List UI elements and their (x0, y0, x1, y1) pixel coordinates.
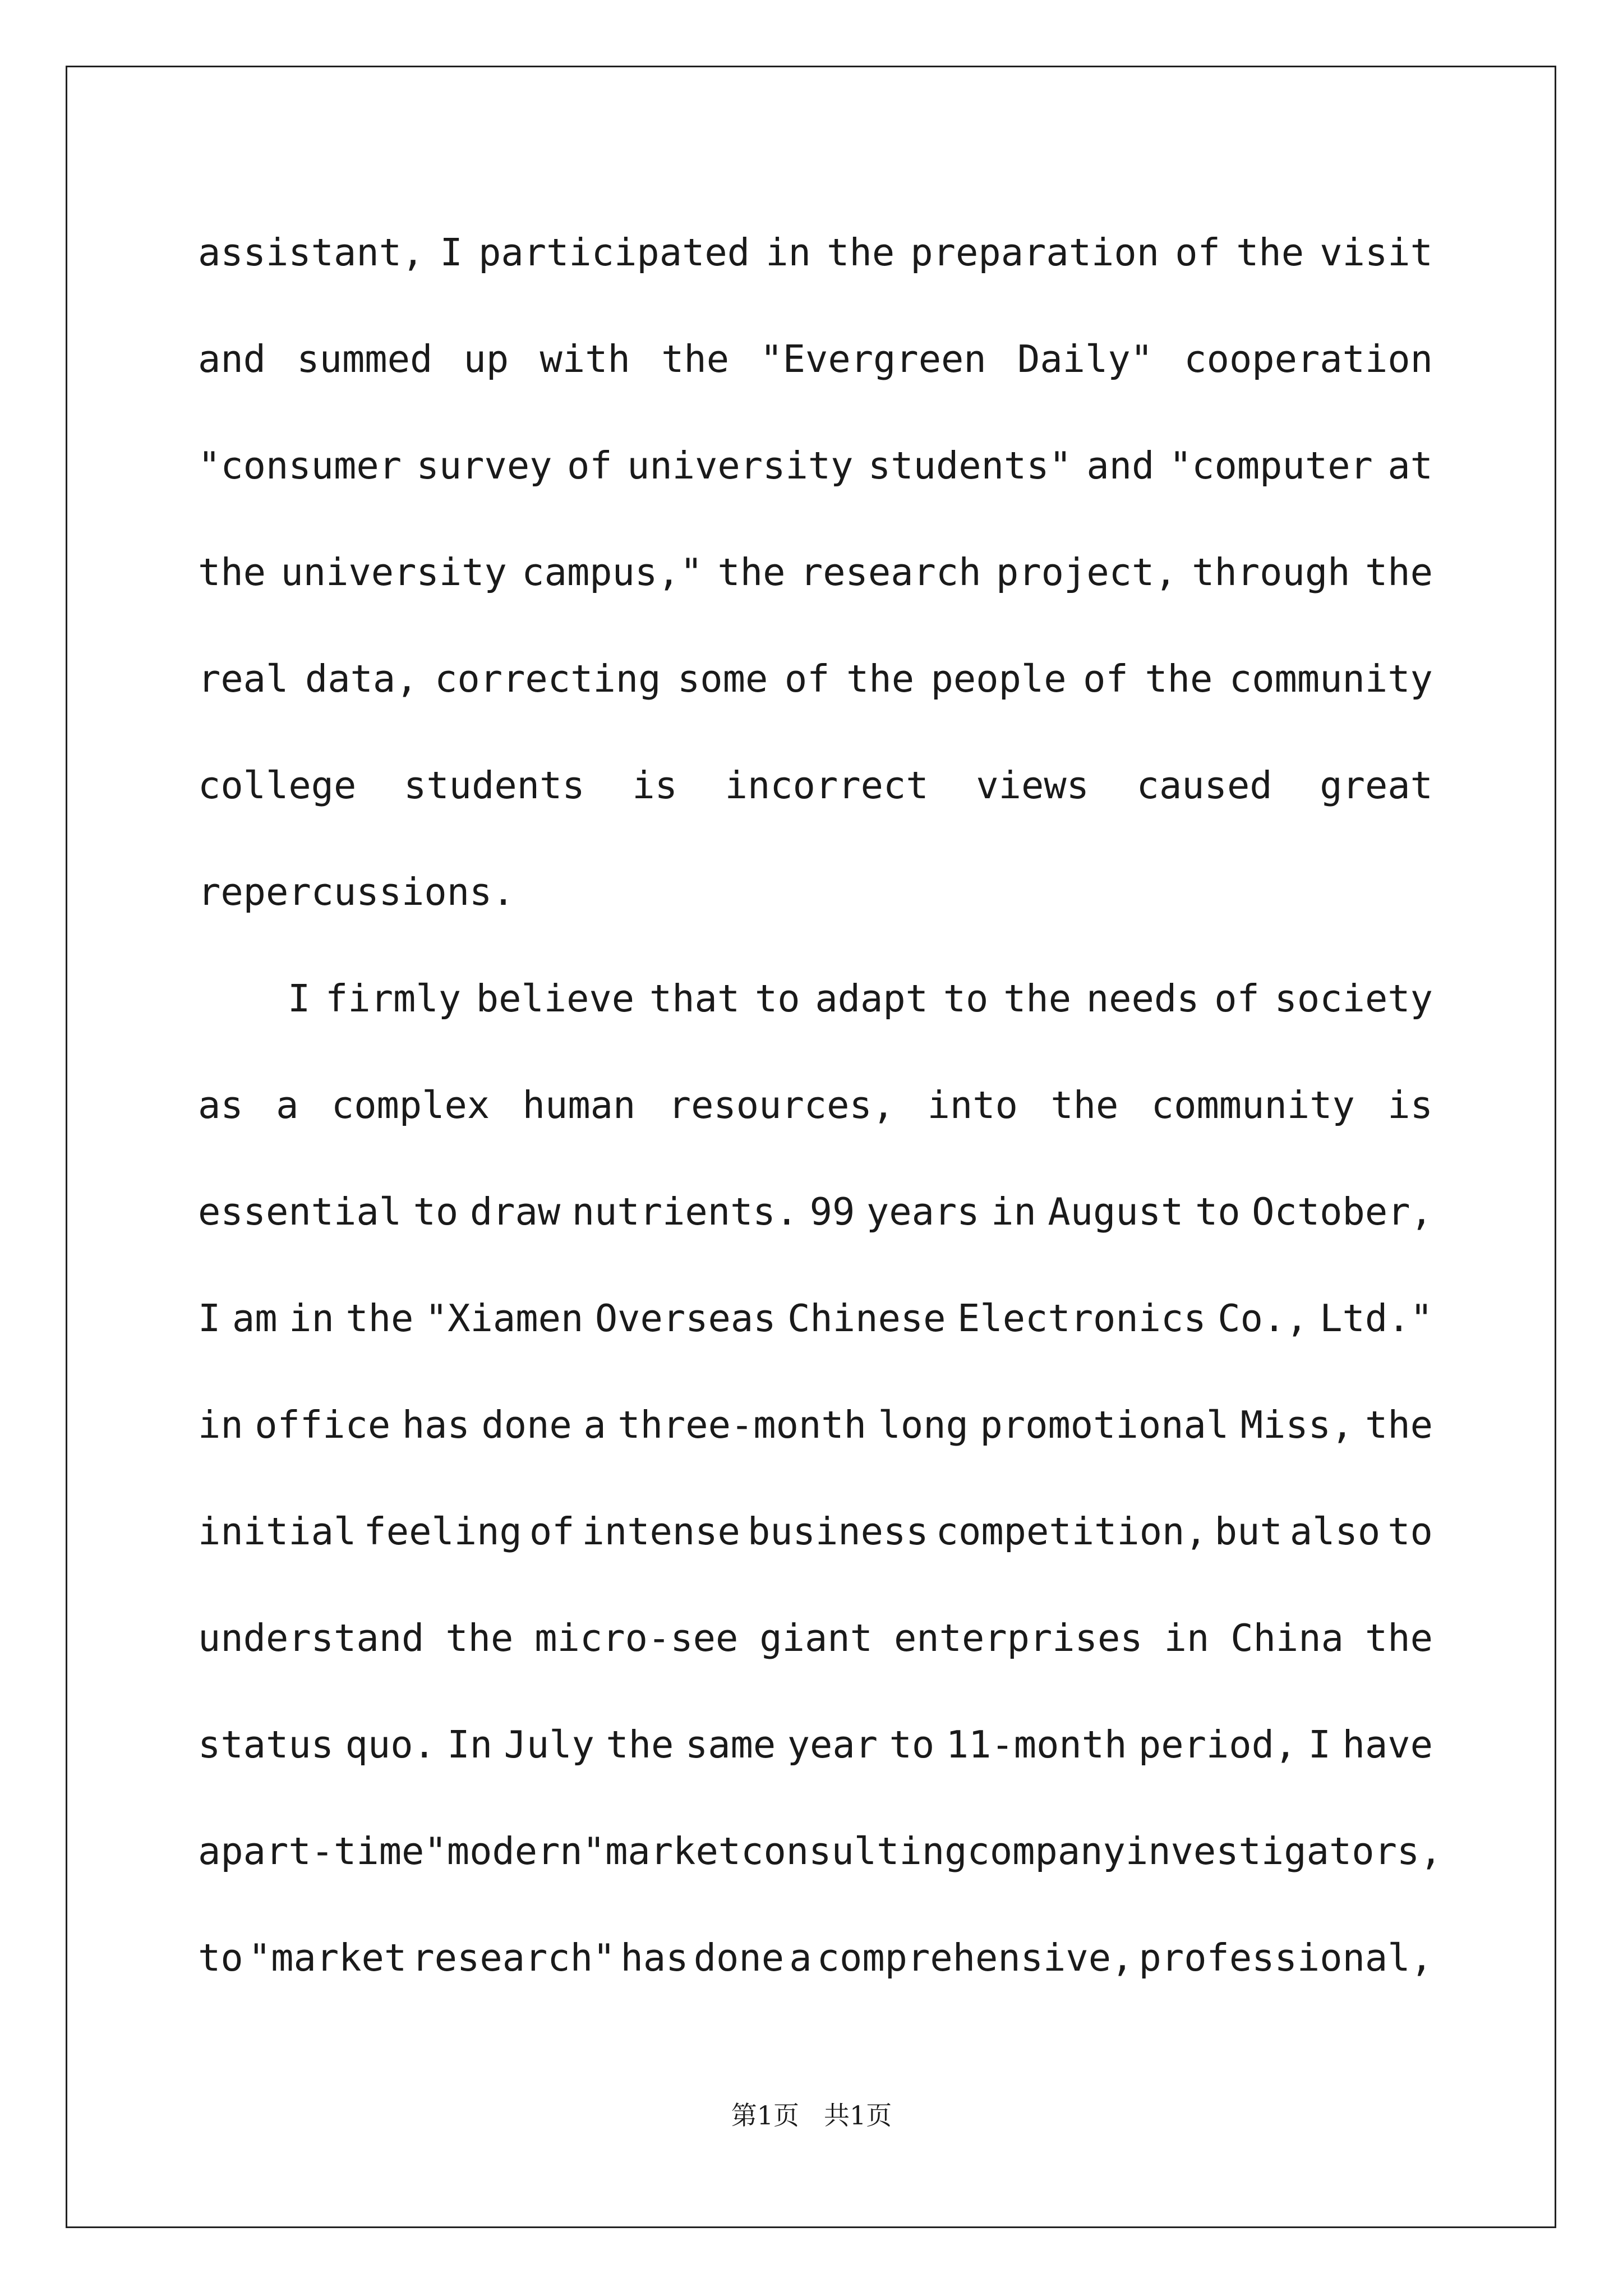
word: July (504, 1723, 594, 1766)
word: resources, (668, 1083, 895, 1127)
word: initial (198, 1510, 357, 1553)
word: period, (1138, 1723, 1297, 1766)
word: the (1364, 550, 1433, 594)
word: "modern" (424, 1829, 606, 1873)
text-line (198, 1181, 1433, 1287)
word: August (1048, 1190, 1184, 1234)
word: a (789, 1936, 812, 1980)
word: "Xiamen (425, 1296, 584, 1340)
word: have (1342, 1723, 1433, 1766)
word: Chinese (787, 1296, 946, 1340)
word: human (522, 1083, 636, 1127)
word: to (1387, 1510, 1433, 1553)
word: is (1387, 1083, 1433, 1127)
word: "Evergreen (760, 337, 986, 381)
word: essential (198, 1190, 402, 1234)
word: of (1214, 977, 1260, 1020)
word: to (889, 1723, 935, 1766)
word: business (747, 1510, 929, 1553)
word: to (754, 977, 800, 1020)
text-line (198, 1714, 1433, 1820)
word: views (976, 763, 1089, 807)
word: the (1145, 657, 1213, 701)
word: same (685, 1723, 776, 1766)
text-line (198, 222, 1433, 328)
word: in (766, 231, 811, 274)
word: with (540, 337, 630, 381)
word: people (930, 657, 1067, 701)
word: visit (1320, 231, 1433, 274)
text-line (198, 968, 1433, 1074)
word: college (198, 763, 357, 807)
word: campus," (522, 550, 703, 594)
word: the (1003, 977, 1072, 1020)
word: the (606, 1723, 674, 1766)
word: great (1320, 763, 1433, 807)
word: students" (868, 444, 1072, 487)
word: "consumer (198, 444, 402, 487)
word: intense (582, 1510, 740, 1553)
word: university (627, 444, 854, 487)
word: into (927, 1083, 1018, 1127)
word: correcting (435, 657, 661, 701)
word: year (787, 1723, 878, 1766)
word: as (198, 1083, 243, 1127)
text-line (198, 435, 1433, 541)
word: up (463, 337, 509, 381)
word: October, (1252, 1190, 1433, 1234)
text-line (198, 861, 1433, 968)
word: office (255, 1403, 391, 1447)
word: promotional (980, 1403, 1229, 1447)
word: feeling (363, 1510, 522, 1553)
word: the (846, 657, 915, 701)
word: has (402, 1403, 470, 1447)
word: In (447, 1723, 493, 1766)
word: the (1236, 231, 1304, 274)
word: "market (248, 1936, 407, 1980)
word: I (440, 231, 463, 274)
word: quo. (345, 1723, 436, 1766)
word: giant (759, 1616, 873, 1660)
word: survey (416, 444, 552, 487)
word: firmly (325, 977, 462, 1020)
word: also (1289, 1510, 1381, 1553)
word: is (632, 763, 678, 807)
word: long (878, 1403, 969, 1447)
word: to (1195, 1190, 1241, 1234)
word: repercussions. (198, 870, 515, 914)
word: done (693, 1936, 785, 1980)
word: of (529, 1510, 575, 1553)
word: summed (297, 337, 433, 381)
word: of (784, 657, 830, 701)
text-line (198, 541, 1433, 648)
word: caused (1136, 763, 1272, 807)
word: in (198, 1403, 243, 1447)
word: am (232, 1296, 278, 1340)
word: nutrients. (571, 1190, 799, 1234)
word: community (1229, 657, 1433, 701)
text-line (198, 1394, 1433, 1501)
word: comprehensive, (817, 1936, 1134, 1980)
word: of (1175, 231, 1220, 274)
word: Daily" (1017, 337, 1154, 381)
text-line (198, 328, 1433, 435)
page-number: 第1页 (731, 2100, 800, 2131)
word: to (413, 1190, 459, 1234)
word: incorrect (725, 763, 929, 807)
text-line (198, 1927, 1433, 2033)
word: in (991, 1190, 1036, 1234)
word: research" (412, 1936, 616, 1980)
word: that (649, 977, 740, 1020)
text-line (198, 1820, 1442, 1927)
word: investigators, (1125, 1829, 1442, 1873)
word: company (967, 1829, 1126, 1873)
word: university (280, 550, 507, 594)
word: needs (1086, 977, 1200, 1020)
word: I (198, 1296, 221, 1340)
word: in (1164, 1616, 1210, 1660)
page-total: 共1页 (823, 2100, 892, 2131)
word: Electronics (957, 1296, 1206, 1340)
word: the (445, 1616, 514, 1660)
word: a (198, 1829, 221, 1873)
word: the (1050, 1083, 1119, 1127)
word: "computer (1169, 444, 1373, 487)
word: years (866, 1190, 980, 1234)
word: Miss, (1240, 1403, 1354, 1447)
word: enterprises (893, 1616, 1143, 1660)
word: 11-month (946, 1723, 1127, 1766)
text-line (198, 1287, 1433, 1394)
word: the (827, 231, 895, 274)
word: the (717, 550, 786, 594)
text-line (198, 648, 1433, 754)
word: preparation (910, 231, 1160, 274)
word: status (198, 1723, 334, 1766)
word: Co., (1218, 1296, 1308, 1340)
word: Ltd." (1320, 1296, 1433, 1340)
word: professional, (1138, 1936, 1433, 1980)
word: but (1214, 1510, 1283, 1553)
word: three-month (617, 1403, 866, 1447)
word: complex (331, 1083, 490, 1127)
word: I (1308, 1723, 1331, 1766)
word: has (620, 1936, 689, 1980)
word: students (404, 763, 585, 807)
text-line (198, 1501, 1433, 1607)
word: project, (996, 550, 1177, 594)
word: market (605, 1829, 741, 1873)
word: at (1387, 444, 1433, 487)
word: in (289, 1296, 334, 1340)
word: Overseas (594, 1296, 776, 1340)
word: the (1364, 1403, 1433, 1447)
word: I (288, 977, 311, 1020)
word: consulting (741, 1829, 967, 1873)
word: micro-see (534, 1616, 739, 1660)
word: some (677, 657, 768, 701)
word: 99 (809, 1190, 855, 1234)
word: assistant, (198, 231, 425, 274)
word: done (481, 1403, 572, 1447)
text-line (198, 754, 1433, 861)
word: research (800, 550, 981, 594)
word: understand (198, 1616, 425, 1660)
text-line (198, 1607, 1433, 1714)
word: the (661, 337, 730, 381)
word: and (1086, 444, 1155, 487)
word: competition, (935, 1510, 1207, 1553)
word: real (198, 657, 289, 701)
word: the (1364, 1616, 1433, 1660)
word: community (1151, 1083, 1355, 1127)
word: data, (305, 657, 418, 701)
word: a (276, 1083, 299, 1127)
word: China (1230, 1616, 1344, 1660)
word: draw (469, 1190, 561, 1234)
word: the (345, 1296, 414, 1340)
word: participated (478, 231, 750, 274)
word: and (198, 337, 266, 381)
word: the (198, 550, 266, 594)
word: believe (476, 977, 635, 1020)
word: society (1274, 977, 1433, 1020)
word: cooperation (1184, 337, 1433, 381)
word: of (566, 444, 612, 487)
word: of (1083, 657, 1128, 701)
word: to (943, 977, 989, 1020)
word: to (198, 1936, 243, 1980)
word: part-time (220, 1829, 425, 1873)
text-line (198, 1074, 1433, 1181)
page-footer (0, 2095, 1623, 2132)
document-body (198, 222, 1442, 2033)
word: adapt (815, 977, 928, 1020)
word: through (1192, 550, 1350, 594)
word: a (583, 1403, 606, 1447)
